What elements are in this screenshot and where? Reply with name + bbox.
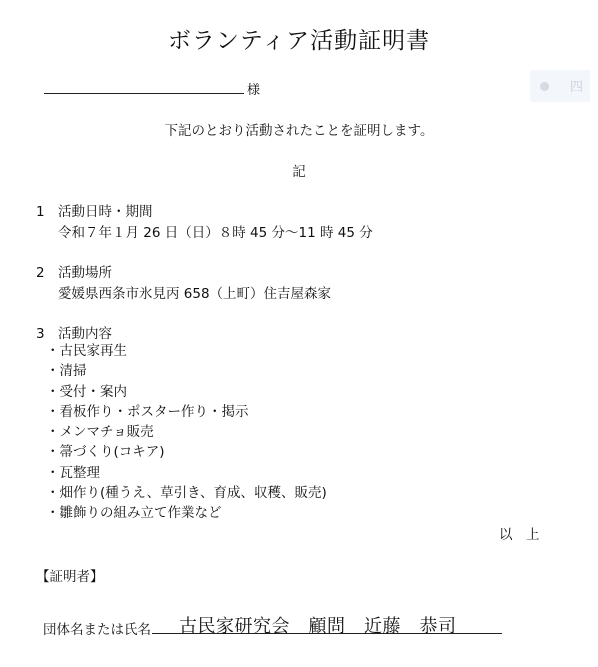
list-item: ・看板作り・ポスター作り・掲示 — [46, 403, 249, 420]
section-heading-3 — [36, 322, 112, 342]
honorific: 様 — [247, 83, 261, 98]
closing-mark: 以 上 — [499, 527, 540, 543]
list-item: ・受付・案内 — [46, 383, 127, 400]
section-body-2: 愛媛県西条市氷見丙 658（上町）住吉屋森家 — [58, 286, 332, 302]
side-panel-tab[interactable] — [530, 70, 590, 102]
section-body-1: 令和７年１月 26 日（日）８時 45 分～11 時 45 分 — [58, 225, 373, 241]
section-title: 活動内容 — [58, 326, 112, 342]
ki-heading: 記 — [292, 164, 306, 180]
section-number: 1 — [36, 204, 45, 220]
list-item: ・古民家再生 — [46, 343, 127, 359]
intro-text: 下記のとおり活動されたことを証明します。 — [164, 123, 434, 139]
org-label: 団体名または氏名 — [43, 622, 151, 638]
section-heading-1 — [36, 200, 153, 220]
document-title: ボランティア活動証明書 — [167, 28, 431, 54]
list-item: ・瓦整理 — [46, 464, 100, 481]
section-number: 2 — [36, 265, 45, 281]
list-item: ・畑作り(種うえ、草引き、育成、収穫、販売) — [46, 485, 327, 502]
list-item: ・箒づくり(コキア) — [46, 444, 165, 461]
list-item: ・清掃 — [46, 363, 87, 380]
side-tab-label: 四 — [570, 80, 584, 95]
section-title: 活動日時・期間 — [58, 204, 153, 220]
certifier-label: 【証明者】 — [36, 569, 104, 585]
activity-list — [46, 341, 327, 524]
circle-icon — [540, 82, 549, 91]
addressee-blank-line — [44, 93, 244, 94]
list-item: ・メンマチョ販売 — [46, 424, 154, 441]
section-number: 3 — [36, 326, 45, 342]
list-item: ・雛飾りの組み立て作業など — [46, 505, 222, 522]
section-heading-2 — [36, 261, 112, 281]
section-title: 活動場所 — [58, 265, 112, 281]
org-value: 古民家研究会 顧問 近藤 恭司 — [179, 616, 457, 637]
